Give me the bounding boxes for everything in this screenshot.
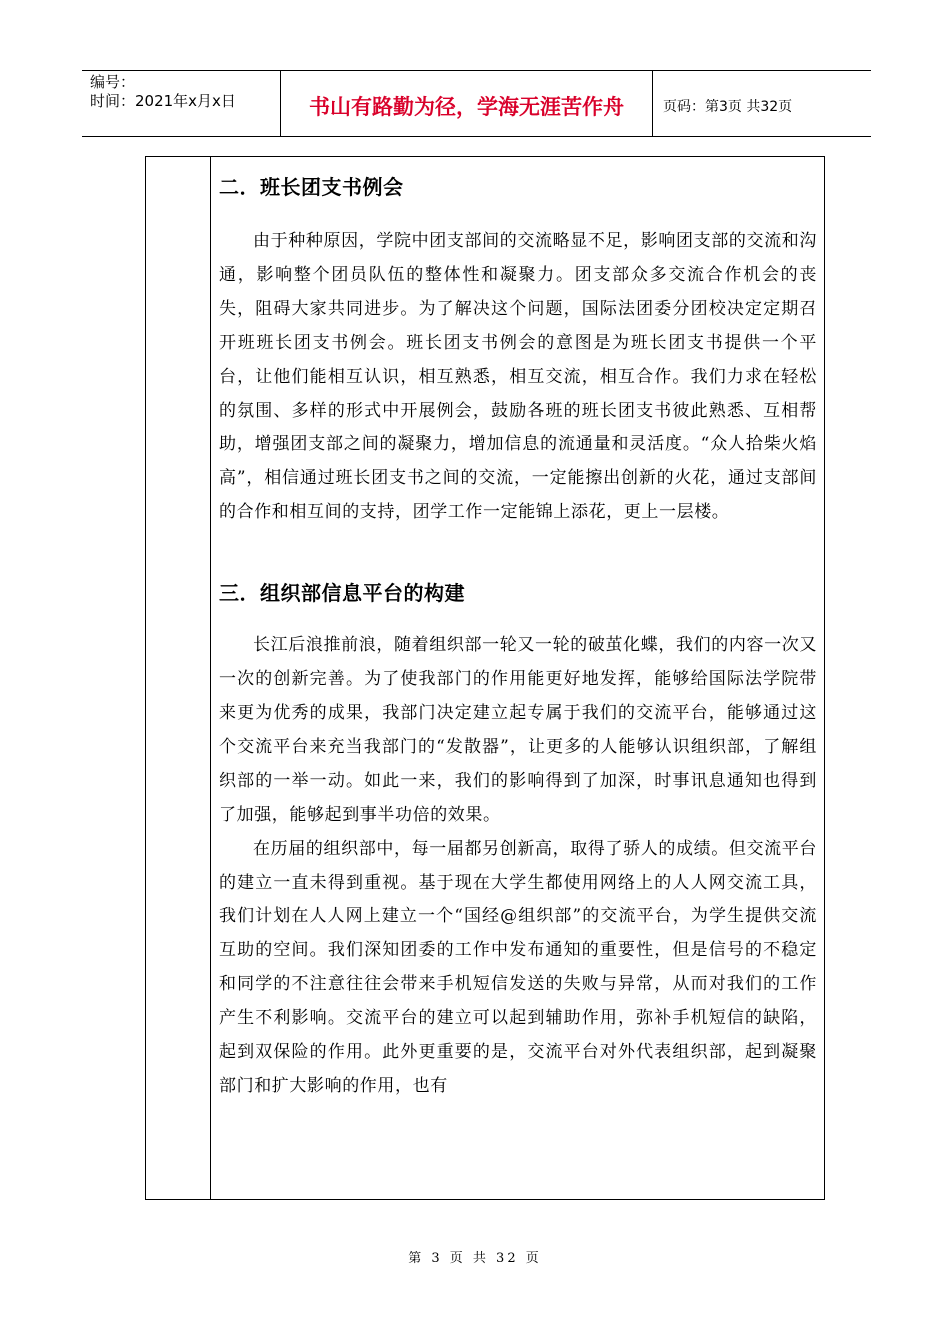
- content-cell: [219, 160, 817, 1104]
- number-label: 编号：: [90, 73, 136, 91]
- section-heading: 三．组织部信息平台的构建: [219, 581, 465, 606]
- header-meta: [90, 73, 280, 111]
- document-header: [82, 70, 871, 137]
- header-divider: [652, 71, 653, 136]
- section-paragraph: 在历届的组织部中，每一届都另创新高，取得了骄人的成绩。但交流平台的建立一直未得到重视。基于现在大学生都使用网络上的人人网交流工具，我们计划在人人网上建立一个“国经@组织部”的交流平台，为学生提供交流互助的空间。我们深知团委的工作中发布通知的重要性，但是信号的不稳定和同学的不注意往往会带来手机短信发送的失败与异常，从而对我们的工作产生不利影响。交流平台的建立可以起到辅助作用，弥补手机短信的缺陷，起到双保险的作用。此外更重要的是，交流平台对外代表组织部，起到凝聚部门和扩大影响的作用，也有: [219, 838, 817, 1096]
- time-label: 时间：2021年x月x日: [90, 92, 236, 110]
- table-column-divider: [210, 157, 211, 1199]
- section-heading: 二．班长团支书例会: [219, 175, 404, 199]
- section-paragraph: 长江后浪推前浪，随着组织部一轮又一轮的破茧化蝶，我们的内容一次又一次的创新完善。为了使我部门的作用能更好地发挥，能够给国际法学院带来更为优秀的成果，我部门决定建立起专属于我们的交流平台，能够通过这个交流平台来充当我部门的“发散器”，让更多的人能够认识组织部，了解组织部的一举一动。如此一来，我们的影响得到了加深，时事讯息通知也得到了加强，能够起到事半功倍的效果。: [219, 635, 817, 825]
- section-paragraph: 由于种种原因，学院中团支部间的交流略显不足，影响团支部的交流和沟通，影响整个团员队伍的整体性和凝聚力。团支部众多交流合作机会的丧失，阻碍大家共同进步。为了解决这个问题，国际法团委分团校决定定期召开班班长团支书例会。班长团支书例会的意图是为班长团支书提供一个平台，让他们能相互认识，相互熟悉，相互交流，相互合作。我们力求在轻松的氛围、多样的形式中开展例会，鼓励各班的班长团支书彼此熟悉、互相帮助，增强团支部之间的凝聚力，增加信息的流通量和灵活度。“众人拾柴火焰高”，相信通过班长团支书之间的交流，一定能擦出创新的火花，通过支部间的合作和相互间的支持，团学工作一定能锦上添花，更上一层楼。: [219, 231, 817, 523]
- header-motto: 书山有路勤为径，学海无涯苦作舟: [309, 94, 624, 119]
- header-page-info: 页码：第3页 共32页: [663, 98, 793, 115]
- page-footer: 第 3 页 共 32 页: [408, 1251, 542, 1266]
